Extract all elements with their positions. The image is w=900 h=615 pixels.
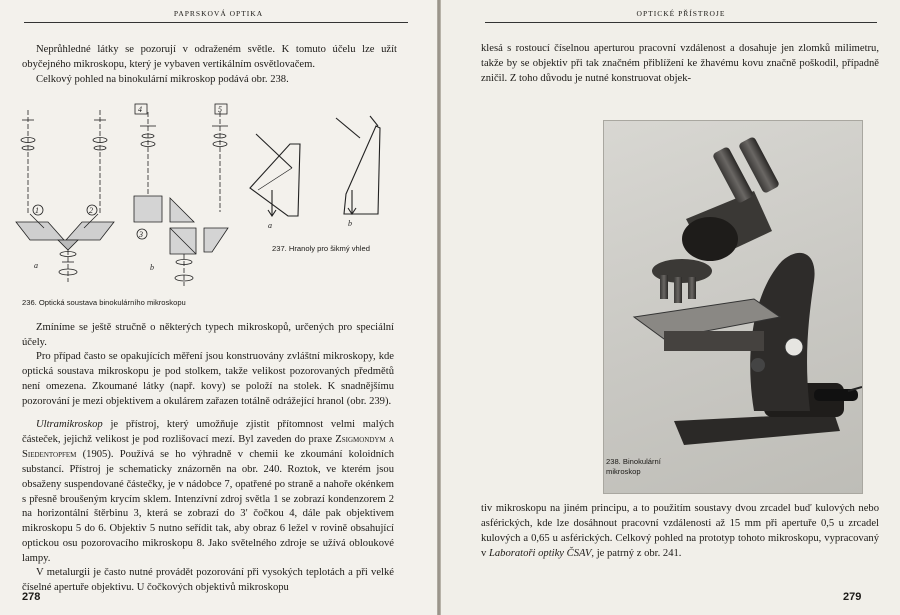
marker-3: 3 xyxy=(139,230,143,239)
marker-4: 4 xyxy=(138,105,142,114)
ultramicroscope-paragraph: Ultramikroskop je přístroj, který umožňuje zjistit přítomnost velmi malých částeček, jejichž velikost je pod rozlišovací mezí. Byl zaveden do praxe Zsigmondym a Siedentopfem (1905). Používá se ho výhradně v chemii ke zkoumání koloidních substancí. Přístroj je schematicky znázorněn na obr. 240. Roztok, ve kterém jsou obsaženy suspendované částečky, je v nádobce 7, opatřené po straně a nahoře okénkem s přesně broušeným krycím sklem. Intenzívní zdroj světla 1 se zobrazí kondenzorem 2 na horizontální štěrbinu 3, která se zobrazí do 3′ čočkou 4, dále pak objektivem mikroskopu 5 do 6. Objektiv 5 nutno seřídit tak, aby obraz 6 ležel v rovině obsahující optickou osu pozorovacího mikroskopu 8. Jako světelného zdroje se užívá obloukové lampy. xyxy=(22,419,394,565)
left-running-header: PAPRSKOVÁ OPTIKA xyxy=(173,9,264,18)
left-page-number: 278 xyxy=(22,591,41,603)
fig237-label-a: a xyxy=(268,221,272,230)
inventor-names: Zsigmondym a Siedentopfem xyxy=(22,433,394,460)
figure-238-caption-line1: 238. Binokulární xyxy=(606,457,661,466)
ultramicroscope-term: Ultramikroskop xyxy=(36,419,103,430)
measuring-microscopes-paragraph: Pro případ často se opakujících měření jsou konstruovány zvláštní mikroskopy, kde optická soustava mikroskopu je pod stolkem, takže velikost pozorovaných předmětů není omezena. Zkoumané látky (např. kovy) se položí na stolek. K snadnějšímu pozorování je mezi objektivem a okulárem zařazen totálně odrážející hranol (obr. 239). xyxy=(22,351,394,407)
fig237-label-b: b xyxy=(348,219,352,228)
figure-236-caption: 236. Optická soustava binokulárního mikroskopu xyxy=(22,298,186,307)
fig236-label-a: a xyxy=(34,261,38,270)
left-header-rule xyxy=(24,22,408,23)
right-running-header: OPTICKÉ PŘÍSTROJE xyxy=(636,9,726,18)
marker-5: 5 xyxy=(218,105,222,114)
special-microscopes-paragraph: Zmíníme se ještě stručně o některých typech mikroskopů, určených pro speciální účely. xyxy=(22,322,394,348)
right-page xyxy=(441,0,900,615)
metallurgy-paragraph: V metalurgii je často nutné provádět pozorování při vysokých teplotách a při velké číselné apertuře objektivu. U čočkových objektivů mikroskopu xyxy=(22,567,394,593)
right-header-rule xyxy=(485,22,877,23)
figure-236-optical-system xyxy=(14,102,244,287)
figure-238-photo xyxy=(603,120,863,494)
figure-237-prisms xyxy=(248,114,398,234)
figure-237-caption: 237. Hranoly pro šikmý vhled xyxy=(272,244,370,253)
figure-238-caption-line2: mikroskop xyxy=(606,467,641,476)
microscope-icon xyxy=(604,121,862,493)
fig236-label-b: b xyxy=(150,263,154,272)
left-page xyxy=(0,0,437,615)
marker-2: 2 xyxy=(89,206,93,215)
intro-paragraph: Neprůhledné látky se pozorují v odraženém světle. K tomuto účelu lze užít obyčejného mikroskopu, který je vybaven vertikálním osvětlovačem. xyxy=(22,44,397,70)
right-bottom-paragraph: tiv mikroskopu na jiném principu, a to použitím soustavy dvou zrcadel buď kulových nebo asférických, kde lze dosáhnout pracovní vzdálenosti až 15 mm při apertuře 0,5 u zrcadel kulových a 0,65 u asférických. Celkový pohled na prototyp tohoto mikroskopu, vypracovaný v Laboratoři optiky ČSAV, je patrný z obr. 241. xyxy=(481,503,879,559)
figure-reference-paragraph: Celkový pohled na binokulární mikroskop podává obr. 238. xyxy=(36,74,289,85)
laboratory-name: Laboratoři optiky ČSAV xyxy=(488,547,592,559)
right-page-number: 279 xyxy=(843,591,862,603)
marker-1: 1 xyxy=(35,206,39,215)
right-top-paragraph: klesá s rostoucí číselnou aperturou pracovní vzdálenost a dosahuje jen zlomků milimetru, takže by se objektiv při tak značném přiblížení ke žhavému kovu značně poškodil, případně zničil. Z toho důvodu je nutné konstruovat objek- xyxy=(481,43,879,84)
